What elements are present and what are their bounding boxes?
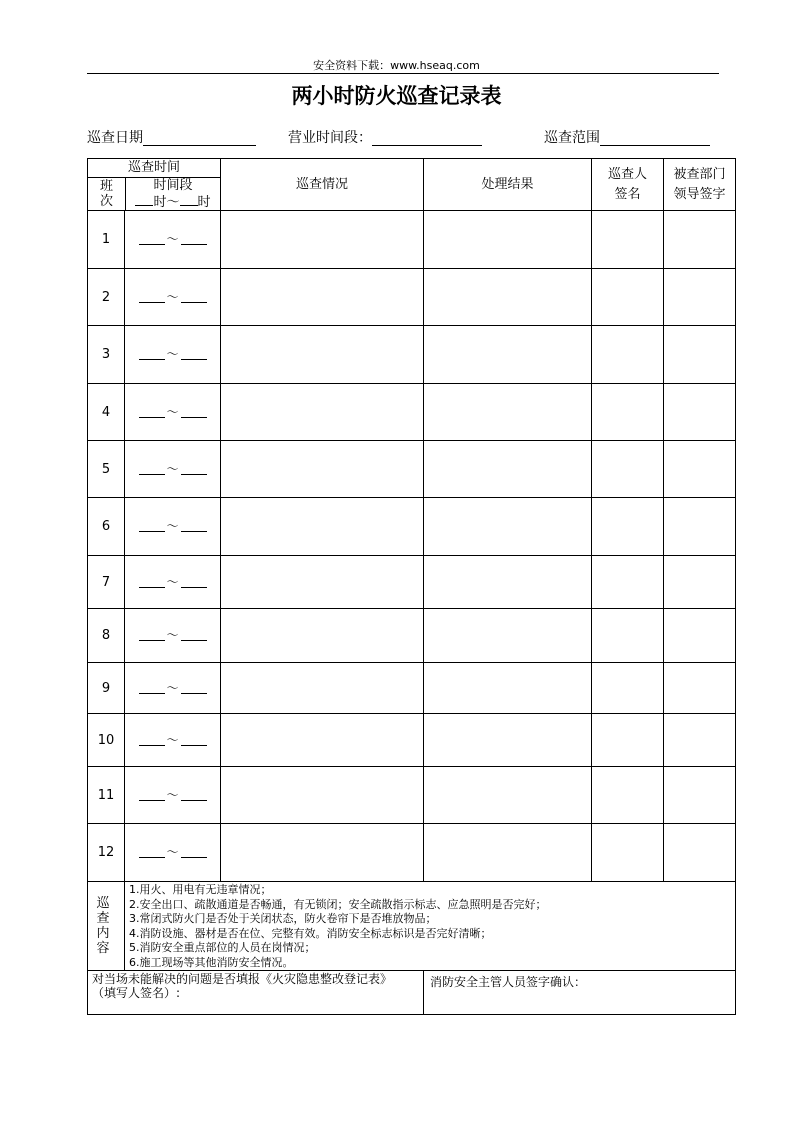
result-header: 处理结果 [424,159,592,211]
inspector-sign-cell[interactable] [592,663,664,714]
hazard-report-question: 对当场未能解决的问题是否填报《火灾隐患整改登记表》 [92,972,393,986]
time-range-header [126,178,220,210]
table-row [88,824,736,882]
time-range-cell[interactable]: ～ [125,663,221,714]
header-source-label: 安全资料下载： [313,59,391,72]
time-range-cell[interactable]: ～ [125,269,221,326]
result-cell[interactable] [424,384,592,441]
table-row [88,767,736,824]
dept-sign-cell[interactable] [664,767,736,824]
table-header-row [88,159,736,211]
shift-number: 1 [88,211,125,269]
footer-row [88,971,736,1015]
time-range-cell[interactable]: ～ [125,384,221,441]
inspector-sign-cell[interactable] [592,824,664,882]
inspector-sign-cell[interactable] [592,326,664,384]
time-range-cell[interactable]: ～ [125,767,221,824]
situation-cell[interactable] [221,609,424,663]
dept-sign-cell[interactable] [664,609,736,663]
shift-number: 11 [88,767,125,824]
patrol-content-label: 巡 查 内 容 [88,882,125,971]
time-range-cell[interactable]: ～ [125,498,221,556]
dept-sign-cell[interactable] [664,663,736,714]
shift-header-label: 班次 [99,179,113,209]
situation-cell[interactable] [221,326,424,384]
dept-sign-cell[interactable] [664,384,736,441]
situation-header: 巡查情况 [221,159,424,211]
dept-sign-cell[interactable] [664,824,736,882]
shift-number: 6 [88,498,125,556]
header-rule [87,73,719,74]
content-item: 6.施工现场等其他消防安全情况。 [129,955,294,969]
situation-cell[interactable] [221,556,424,609]
patrol-range-field [544,128,710,148]
inspector-sign-cell[interactable] [592,384,664,441]
result-cell[interactable] [424,326,592,384]
hazard-report-cell[interactable] [88,971,424,1015]
dept-sign-cell[interactable] [664,556,736,609]
time-range-cell[interactable]: ～ [125,714,221,767]
time-range-cell[interactable]: ～ [125,441,221,498]
business-hours-field [288,128,482,148]
time-range-cell[interactable]: ～ [125,609,221,663]
situation-cell[interactable] [221,441,424,498]
result-cell[interactable] [424,824,592,882]
patrol-content-row [88,882,736,971]
patrol-time-label: 巡查时间 [88,159,220,178]
table-row [88,441,736,498]
inspector-sign-header: 巡查人签名 [592,159,664,211]
dept-sign-cell[interactable] [664,441,736,498]
situation-cell[interactable] [221,714,424,767]
content-item: 5.消防安全重点部位的人员在岗情况； [129,941,316,954]
table-row [88,663,736,714]
shift-number: 10 [88,714,125,767]
header-source-url: www.hseaq.com [390,59,480,72]
inspector-sign-cell[interactable] [592,269,664,326]
content-item: 1.用火、用电有无违章情况； [129,883,272,896]
time-range-label: 时间段 [153,178,193,193]
result-cell[interactable] [424,556,592,609]
table-row [88,211,736,269]
shift-header [88,178,126,210]
shift-number: 12 [88,824,125,882]
patrol-content-list [125,882,736,971]
result-cell[interactable] [424,609,592,663]
time-range-cell[interactable]: ～ [125,824,221,882]
content-item: 2.安全出口、疏散通道是否畅通，有无锁闭；安全疏散指示标志、应急照明是否完好； [129,897,547,911]
inspector-sign-cell[interactable] [592,211,664,269]
table-row [88,326,736,384]
time-range-cell[interactable]: ～ [125,556,221,609]
shift-number: 2 [88,269,125,326]
patrol-date-field [87,128,256,148]
dept-sign-cell[interactable] [664,714,736,767]
table-row [88,609,736,663]
result-cell[interactable] [424,663,592,714]
situation-cell[interactable] [221,498,424,556]
dept-sign-cell[interactable] [664,498,736,556]
time-range-cell[interactable]: ～ [125,211,221,269]
patrol-date-blank[interactable] [143,128,256,146]
inspector-sign-cell[interactable] [592,441,664,498]
situation-cell[interactable] [221,663,424,714]
situation-cell[interactable] [221,211,424,269]
situation-cell[interactable] [221,269,424,326]
patrol-date-label: 巡查日期 [87,130,143,146]
dept-sign-cell[interactable] [664,211,736,269]
result-cell[interactable] [424,498,592,556]
dept-sign-header: 被查部门领导签字 [664,159,736,211]
supervisor-confirm-cell[interactable] [424,971,736,1015]
inspector-sign-cell[interactable] [592,556,664,609]
shift-number: 3 [88,326,125,384]
business-hours-label: 营业时间段： [288,130,372,146]
dept-sign-cell[interactable] [664,269,736,326]
supervisor-confirm-label: 消防安全主管人员签字确认： [430,975,587,989]
patrol-record-table [87,158,736,1015]
content-item: 3.常闭式防火门是否处于关闭状态，防火卷帘下是否堆放物品； [129,912,437,925]
patrol-range-blank[interactable] [600,128,710,146]
shift-number: 5 [88,441,125,498]
result-cell[interactable] [424,441,592,498]
situation-cell[interactable] [221,384,424,441]
table-row [88,556,736,609]
content-item: 4.消防设施、器材是否在位、完整有效。消防安全标志标识是否完好清晰； [129,926,492,940]
inspector-sign-cell[interactable] [592,498,664,556]
page-title: 两小时防火巡查记录表 [291,83,502,108]
patrol-time-header [88,159,221,211]
table-row [88,384,736,441]
shift-number: 4 [88,384,125,441]
patrol-range-label: 巡查范围 [544,130,600,146]
time-range-format: 时～ 时 [135,193,210,210]
filler-signature-label: （填写人签名）: [92,986,181,1000]
business-hours-blank[interactable] [372,128,482,146]
result-cell[interactable] [424,269,592,326]
inspector-sign-cell[interactable] [592,714,664,767]
shift-number: 7 [88,556,125,609]
result-cell[interactable] [424,211,592,269]
dept-sign-cell[interactable] [664,326,736,384]
result-cell[interactable] [424,767,592,824]
shift-number: 9 [88,663,125,714]
situation-cell[interactable] [221,767,424,824]
time-range-cell[interactable]: ～ [125,326,221,384]
inspector-sign-cell[interactable] [592,609,664,663]
result-cell[interactable] [424,714,592,767]
table-row [88,269,736,326]
table-row [88,714,736,767]
shift-number: 8 [88,609,125,663]
page-header [0,59,793,72]
table-row [88,498,736,556]
situation-cell[interactable] [221,824,424,882]
inspector-sign-cell[interactable] [592,767,664,824]
